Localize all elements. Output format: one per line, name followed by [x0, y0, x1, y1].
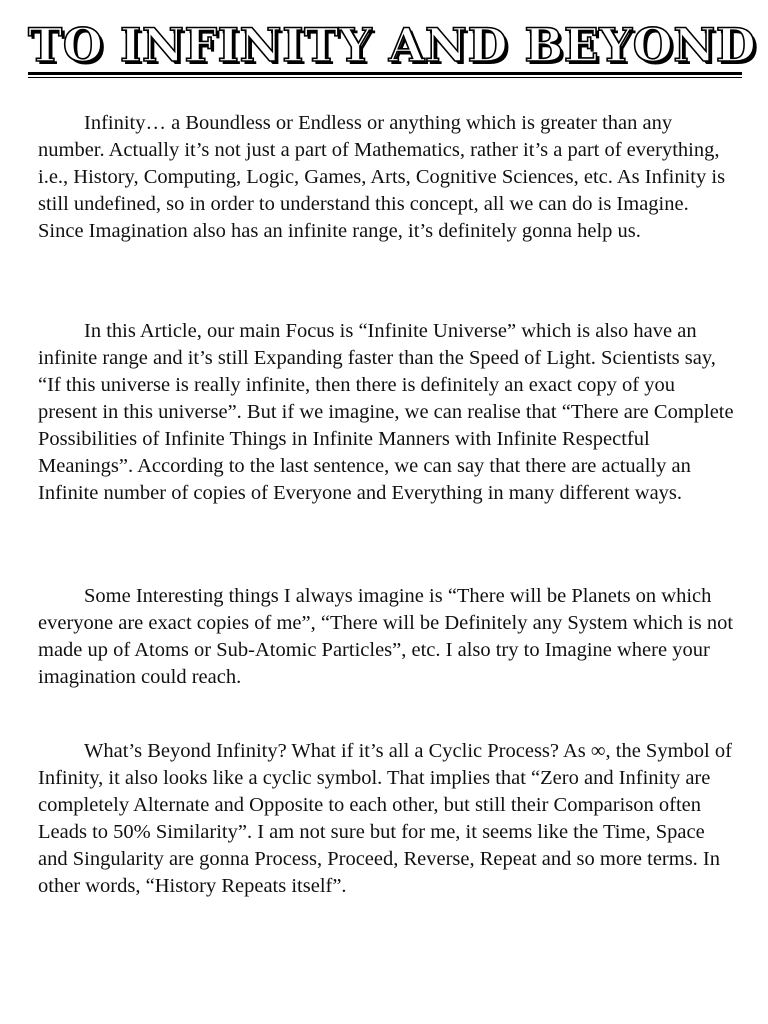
paragraph-text: What’s Beyond Infinity? What if it’s all a Cyclic Process? As ∞, the Symbol of Infinity, it also looks like a cyclic symbol. That implies that “Zero and Infinity are completely Alternate and Opposite to each other, but still their Comparison often Leads to 50% Similarity”. I am not sure but for me, it seems like the Time, Space and Singularity are gonna Process, Proceed, Reverse, Repeat and so more terms. In other words, “History Repeats itself”.: [38, 740, 732, 897]
title-underline-thin: [28, 77, 742, 78]
title-underline-thick: [28, 72, 742, 75]
paragraph-1: [38, 110, 738, 245]
paragraph-3: [38, 583, 738, 691]
paragraph-4: [38, 738, 738, 900]
document-title: TO INFINITY AND BEYOND: [28, 18, 757, 72]
paragraph-text: Infinity… a Boundless or Endless or anything which is greater than any number. Actually it’s not just a part of Mathematics, rather it’s a part of everything, i.e., History, Computing, Logic, Games, Arts, Cognitive Sciences, etc. As Infinity is still undefined, so in order to understand this concept, all we can do is Imagine. Since Imagination also has an infinite range, it’s definitely gonna help us.: [38, 112, 726, 242]
paragraph-2: [38, 318, 738, 507]
paragraph-text: Some Interesting things I always imagine is “There will be Planets on which everyone are exact copies of me”, “There will be Definitely any System which is not made up of Atoms or Sub-Atomic Particles”, etc. I also try to Imagine where your imagination could reach.: [38, 585, 734, 688]
paragraph-text: In this Article, our main Focus is “Infinite Universe” which is also have an infinite range and it’s still Expanding faster than the Speed of Light. Scientists say, “If this universe is really infinite, then there is definitely an exact copy of you present in this universe”. But if we imagine, we can realise that “There are Complete Possibilities of Infinite Things in Infinite Manners with Infinite Respectful Meanings”. According to the last sentence, we can say that there are actually an Infinite number of copies of Everyone and Everything in many different ways.: [38, 320, 734, 504]
